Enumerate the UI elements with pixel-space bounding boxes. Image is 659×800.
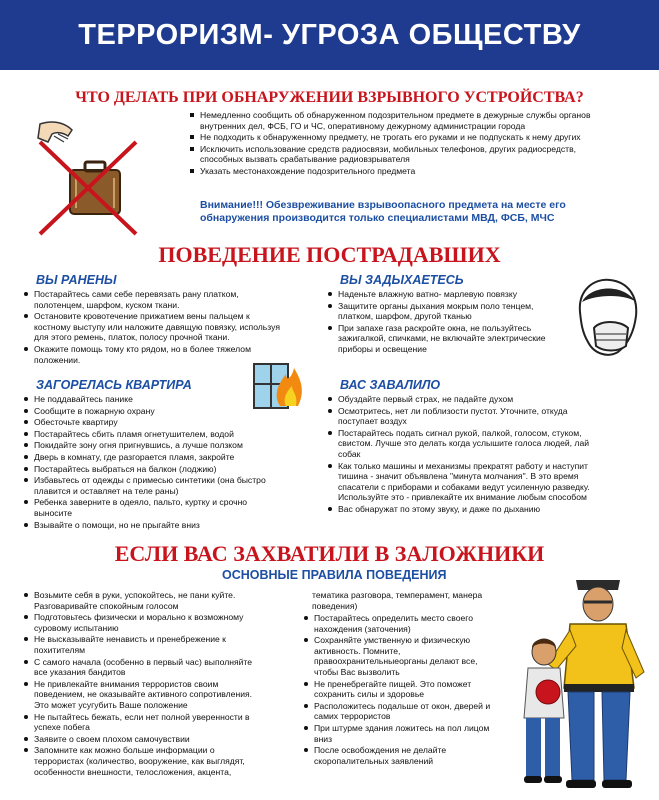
hostage-rules-col2 [302,613,498,767]
police-officer-icon [548,580,644,788]
wounded-title: ВЫ РАНЕНЫ [36,273,117,287]
list-item: Заявите о своем плохом самочувствии [22,734,262,745]
suffocating-list [326,289,558,356]
list-item: Сохраняйте умственную и физическую активность. Помните, правоохранительныеорганы делают все, чтобы Вас вызволить [302,635,498,677]
list-item: Не привлекайте внимания террористов своим поведением, не оказывайте активного сопротивления. Это может усугубить Ваше положение [22,679,262,711]
victims-heading: ПОВЕДЕНИЕ ПОСТРАДАВШИХ [158,242,501,267]
window-fire-icon [250,348,308,412]
list-item: Расположитесь подальше от окон, дверей и самих террористов [302,701,498,722]
hostage-heading: ЕСЛИ ВАС ЗАХВАТИЛИ В ЗАЛОЖНИКИ [114,541,545,566]
list-item: Постарайтесь сбить пламя огнетушителем, водой [22,429,284,440]
list-item: Покидайте зону огня пригнувшись, а лучше ползком [22,440,284,451]
list-item: Постарайтесь выбраться на балкон (лоджию) [22,464,284,475]
list-item: Обесточьте квартиру [22,417,284,428]
list-item: Остановите кровотечение прижатием вены пальцем к костному выступу или наложите давящую повязку, используя для этого ремень, платок, полосу прочной ткани. [22,311,282,343]
list-item: Избавьтесь от одежды с примесью синтетики (она быстро плавится и оставляет на теле раны) [22,475,284,496]
list-item: Сообщите в пожарную охрану [22,406,284,417]
bomb-instructions [188,110,608,178]
hostage-col2-continuation: тематика разговора, темперамент, манера поведения) [312,590,483,611]
list-item: Возьмите себя в руки, успокойтесь, не пани куйте. Разговаривайте спокойным голосом [22,590,262,611]
list-item: Вас обнаружат по этому звуку, и даже по дыханию [326,504,594,515]
list-item: Осмотритесь, нет ли поблизости пустот. Уточните, откуда поступает воздух [326,406,594,427]
list-item: Не высказывайте ненависть и пренебрежение к похитителям [22,634,262,655]
list-item: Не подходить к обнаруженному предмету, не трогать его руками и не подпускать к нему других [188,132,608,143]
list-item: Ребенка заверните в одеяло, пальто, куртку и срочно выносите [22,497,284,518]
list-item: Как только машины и механизмы прекратят работу и наступит тишина - значит объявлена "минута молчания". В это время спасатели с приборами и собаками ведут усиленную разведку. Используйте это - привлекайте их внимание любым способом [326,461,594,503]
hand-icon [38,122,72,142]
page-title: ТЕРРОРИЗМ- УГРОЗА ОБЩЕСТВУ [78,18,581,51]
list-item: Указать местонахождение подозрительного предмета [188,166,608,177]
gas-mask-icon [566,272,648,364]
bomb-warning: Внимание!!! Обезвреживание взрывоопасного предмета на месте его обнаружения производится только специалистами МВД, ФСБ, МЧС [200,199,566,224]
list-item: Подготовьтесь физически и морально к возможному суровому испытанию [22,612,262,633]
list-item: Постарайтесь подать сигнал рукой, палкой, голосом, стуком, свистом. Лучше это делать когда услышите голоса людей, лай собак [326,428,594,460]
list-item: Исключить использование средств радиосвязи, мобильных телефонов, других радиосредств, способных вызвать срабатывание радиовзрывателя [188,144,608,165]
suitcase-icon [70,162,120,214]
cross-out-icon [40,142,136,234]
list-item: Защитите органы дыхания мокрым поло тенцем, платком, шарфом, другой тканью [326,301,558,322]
list-item: При запахе газа раскройте окна, не пользуйтесь зажигалкой, спичками, не включайте электрические приборы и освещение [326,323,558,355]
fire-title: ЗАГОРЕЛАСЬ КВАРТИРА [36,378,192,392]
hostage-subheading: ОСНОВНЫЕ ПРАВИЛА ПОВЕДЕНИЯ [222,568,447,582]
list-item: Обуздайте первый страх, не падайте духом [326,394,594,405]
list-item: Постарайтесь определить место своего нахождения (заточения) [302,613,498,634]
list-item: При штурме здания ложитесь на пол лицом вниз [302,723,498,744]
list-item: Постарайтесь сами себе перевязать рану платком, полотенцем, шарфом, куском ткани. [22,289,282,310]
list-item: Окажите помощь тому кто рядом, но в более тяжелом положении. [22,344,282,365]
list-item: Не пытайтесь бежать, если нет полной уверенности в успехе побега [22,712,262,733]
buried-list [326,394,594,516]
suspicious-item-illustration [18,112,143,237]
list-item: Не пренебрегайте пищей. Это поможет сохранить силы и здоровье [302,679,498,700]
wounded-list [22,289,282,366]
list-item: С самого начала (особенно в первый час) выполняйте все указания бандитов [22,657,262,678]
list-item: Не поддавайтесь панике [22,394,284,405]
list-item: Запомните как можно больше информации о террористах (количество, вооружение, как выглядят, особенности внешности, телосложения, акцента, [22,745,262,777]
list-item: Наденьте влажную ватно- марлевую повязку [326,289,558,300]
list-item: Немедленно сообщить об обнаруженном подозрительном предмете в дежурные службы органов внутренних дел, ФСБ, ГО и ЧС, оперативному дежурному администрации города [188,110,608,131]
list-item: После освобождения не делайте скоропалительных заявлений [302,745,498,766]
list-item: Взывайте о помощи, но не прыгайте вниз [22,520,284,531]
police-child-illustration [508,568,656,798]
suffocating-title: ВЫ ЗАДЫХАЕТЕСЬ [340,273,464,287]
list-item: Дверь в комнату, где разгорается пламя, закройте [22,452,284,463]
bomb-heading: ЧТО ДЕЛАТЬ ПРИ ОБНАРУЖЕНИИ ВЗРЫВНОГО УСТРОЙСТВА? [75,89,584,106]
fire-list [22,394,284,531]
buried-title: ВАС ЗАВАЛИЛО [340,378,441,392]
hostage-rules-col1 [22,590,262,778]
title-banner [0,0,659,70]
